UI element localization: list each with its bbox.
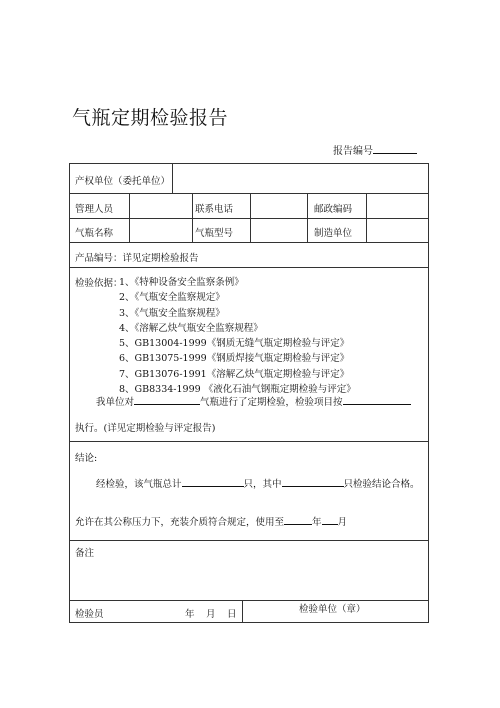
basis-item: 2、《气瓶安全监察规定》 [119, 292, 225, 304]
phone-label: 联系电话 [195, 204, 234, 215]
report-number [333, 142, 417, 157]
report-number-field[interactable] [373, 144, 417, 154]
statement-text: 我单位对 [96, 397, 135, 408]
manufacturer-field[interactable] [370, 221, 425, 240]
basis-item: 1、《特种设备安全监察条例》 [119, 277, 244, 288]
inspection-date: 年 月 日 [185, 609, 238, 620]
report-number-label: 报告编号 [333, 146, 373, 157]
basis-item: 5、GB13004-1999《钢质无缝气瓶定期检验与评定》 [119, 338, 350, 350]
manufacturer-label: 制造单位 [314, 228, 353, 239]
conclusion-label: 结论: [75, 453, 98, 464]
cylinder-type-field[interactable] [134, 394, 200, 405]
conclusion-text: 年 [312, 517, 322, 528]
manager-label: 管理人员 [75, 204, 114, 215]
basis-item: 7、GB13076-1991《溶解乙炔气瓶定期检验与评定》 [119, 368, 350, 380]
total-count-field[interactable] [182, 476, 244, 487]
manager-field[interactable] [135, 196, 189, 216]
inspector-label: 检验员 [75, 609, 104, 620]
conclusion-line-1 [96, 476, 420, 490]
inspection-statement [96, 394, 411, 408]
conclusion-text: 经检验，该气瓶总计 [96, 479, 182, 490]
basis-item: 3、《气瓶安全监察规程》 [119, 307, 225, 319]
passed-count-field[interactable] [282, 476, 344, 487]
conclusion-text: 只检验结论合格。 [343, 479, 420, 490]
postcode-label: 邮政编码 [314, 204, 353, 215]
phone-field[interactable] [254, 196, 304, 216]
basis-label: 检验依据： [75, 278, 123, 289]
basis-list [119, 275, 356, 397]
inspection-unit-label: 检验单位（章） [299, 604, 366, 615]
cylinder-name-label: 气瓶名称 [75, 228, 114, 239]
cylinder-name-field[interactable] [135, 221, 189, 240]
conclusion-line-2 [75, 514, 347, 528]
basis-item: 8、GB8334-1999 《液化石油气钢瓶定期检验与评定》 [119, 384, 356, 396]
owner-label: 产权单位（委托单位） [75, 176, 171, 187]
remarks-label: 备注 [75, 548, 95, 559]
report-title: 气瓶定期检验报告 [72, 107, 229, 129]
basis-item: 6、GB13075-1999《钢质焊接气瓶定期检验与评定》 [119, 353, 350, 365]
cylinder-model-field[interactable] [254, 221, 304, 240]
conclusion-text: 月 [337, 517, 348, 528]
basis-item: 4、《溶解乙炔气瓶安全监察规程》 [119, 322, 263, 334]
conclusion-text: 只，其中 [243, 479, 282, 490]
inspection-form-table [69, 163, 429, 623]
standard-field[interactable] [343, 394, 411, 405]
product-number: 产品编号：详见定期检验报告 [75, 253, 199, 264]
year-field[interactable] [284, 514, 312, 525]
month-field[interactable] [322, 514, 338, 525]
postcode-field[interactable] [370, 196, 425, 216]
statement-text: 气瓶进行了定期检验，检验项目按 [200, 397, 343, 408]
remarks-field[interactable] [110, 544, 420, 596]
cylinder-model-label: 气瓶型号 [195, 228, 234, 239]
conclusion-text: 允许在其公称压力下，充装介质符合规定，使用至 [75, 517, 285, 528]
statement-continuation: 执行。(详见定期检验与评定报告) [75, 423, 216, 434]
